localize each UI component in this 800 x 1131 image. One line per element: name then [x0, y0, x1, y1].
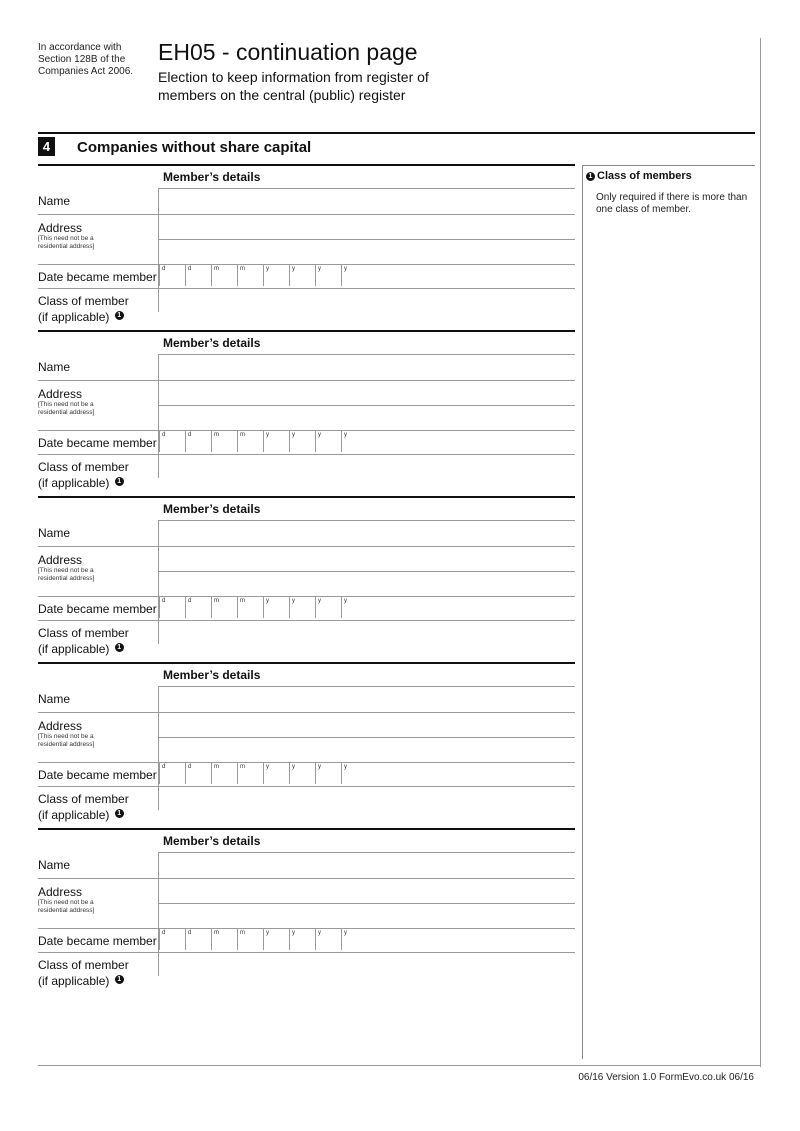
- class-of-member-field[interactable]: [159, 622, 574, 644]
- row-rule: [159, 239, 575, 240]
- address-line-2-field[interactable]: [159, 905, 574, 927]
- class-of-member-sublabel: [38, 476, 126, 490]
- date-placeholder: y: [292, 930, 295, 936]
- date-digit-box[interactable]: [237, 596, 261, 618]
- class-of-member-label: Class of member: [38, 792, 129, 806]
- address-hint-line: [This need not be a: [38, 899, 94, 906]
- address-line-2-field[interactable]: [159, 407, 574, 429]
- date-placeholder: y: [318, 598, 321, 604]
- date-digit-box[interactable]: [289, 596, 313, 618]
- class-of-member-label: Class of member: [38, 460, 129, 474]
- date-became-member-field: [159, 596, 369, 618]
- date-digit-box[interactable]: [185, 928, 209, 950]
- date-placeholder: y: [318, 764, 321, 770]
- legal-line: In accordance with: [38, 42, 122, 53]
- date-digit-box[interactable]: [341, 264, 365, 286]
- name-field[interactable]: [159, 190, 574, 213]
- date-placeholder: m: [240, 764, 245, 770]
- date-placeholder: y: [292, 598, 295, 604]
- side-panel-divider: [582, 166, 583, 1059]
- legal-line: Companies Act 2006.: [38, 66, 134, 77]
- date-became-member-field: [159, 928, 369, 950]
- date-placeholder: y: [344, 266, 347, 272]
- row-rule: [159, 405, 575, 406]
- side-note-title: [586, 170, 692, 183]
- form-title: EH05 - continuation page: [158, 39, 418, 65]
- address-hint-line: residential address]: [38, 575, 95, 582]
- date-placeholder: y: [318, 930, 321, 936]
- member-details-heading: Member’s details: [163, 834, 261, 848]
- block-divider: [38, 496, 575, 498]
- date-placeholder: d: [162, 598, 166, 604]
- date-digit-box[interactable]: [237, 762, 261, 784]
- address-hint: [38, 567, 148, 583]
- class-of-member-label: Class of member: [38, 294, 129, 308]
- date-digit-box[interactable]: [185, 264, 209, 286]
- date-digit-box[interactable]: [289, 430, 313, 452]
- address-line-2-field[interactable]: [159, 573, 574, 595]
- if-applicable-text: (if applicable): [38, 808, 110, 822]
- form-subtitle-line: members on the central (public) register: [158, 87, 406, 103]
- date-placeholder: y: [318, 266, 321, 272]
- row-rule: [38, 288, 575, 289]
- row-rule: [159, 903, 575, 904]
- if-applicable-text: (if applicable): [38, 476, 110, 490]
- address-line-2-field[interactable]: [159, 241, 574, 263]
- address-hint-line: residential address]: [38, 409, 95, 416]
- side-panel-top-rule: [582, 165, 755, 166]
- date-digit-box[interactable]: [315, 762, 339, 784]
- address-hint-line: residential address]: [38, 907, 95, 914]
- date-became-member-label: Date became member: [38, 602, 157, 616]
- member-details-block: [38, 828, 575, 994]
- date-became-member-field: [159, 762, 369, 784]
- class-of-member-label: Class of member: [38, 626, 129, 640]
- date-digit-box[interactable]: [289, 762, 313, 784]
- block-divider: [38, 330, 575, 332]
- class-of-member-field[interactable]: [159, 954, 574, 976]
- class-of-member-sublabel: [38, 642, 126, 656]
- class-of-member-field[interactable]: [159, 788, 574, 810]
- date-placeholder: d: [162, 764, 166, 770]
- address-hint: [38, 235, 148, 251]
- date-digit-box[interactable]: [263, 264, 287, 286]
- date-placeholder: m: [214, 930, 219, 936]
- name-field[interactable]: [159, 522, 574, 545]
- legal-reference: [38, 42, 148, 78]
- date-placeholder: y: [292, 764, 295, 770]
- date-placeholder: m: [240, 930, 245, 936]
- section-number: 4: [38, 137, 55, 156]
- member-details-heading: Member’s details: [163, 170, 261, 184]
- date-placeholder: m: [214, 266, 219, 272]
- date-placeholder: m: [240, 266, 245, 272]
- address-line-1-field[interactable]: [159, 548, 574, 570]
- date-digit-box[interactable]: [289, 928, 313, 950]
- row-rule: [159, 188, 575, 189]
- row-rule: [159, 686, 575, 687]
- section-divider: [38, 132, 755, 134]
- date-placeholder: y: [292, 266, 295, 272]
- date-digit-box[interactable]: [315, 264, 339, 286]
- date-placeholder: d: [188, 930, 192, 936]
- date-became-member-label: Date became member: [38, 768, 157, 782]
- note-marker-icon: 1: [115, 809, 124, 818]
- date-placeholder: y: [344, 764, 347, 770]
- address-label: Address: [38, 719, 83, 733]
- row-rule: [38, 878, 575, 879]
- page-frame-right: [760, 38, 761, 1067]
- name-label: Name: [38, 194, 71, 208]
- date-digit-box[interactable]: [159, 596, 183, 618]
- date-placeholder: y: [266, 764, 269, 770]
- date-placeholder: d: [162, 432, 166, 438]
- note-marker-icon: 1: [115, 477, 124, 486]
- date-digit-box[interactable]: [237, 430, 261, 452]
- address-hint-line: [This need not be a: [38, 733, 94, 740]
- class-of-member-field[interactable]: [159, 290, 574, 312]
- side-note-body: [596, 192, 754, 216]
- address-label: Address: [38, 885, 83, 899]
- side-note-line: Only required if there is more than: [596, 192, 748, 203]
- name-field[interactable]: [159, 854, 574, 877]
- member-details-heading: Member’s details: [163, 502, 261, 516]
- form-subtitle: [158, 68, 478, 104]
- date-placeholder: d: [188, 266, 192, 272]
- row-rule: [159, 354, 575, 355]
- date-digit-box[interactable]: [341, 762, 365, 784]
- if-applicable-text: (if applicable): [38, 642, 110, 656]
- date-digit-box[interactable]: [263, 928, 287, 950]
- date-digit-box[interactable]: [211, 596, 235, 618]
- date-digit-box[interactable]: [315, 430, 339, 452]
- block-divider: [38, 828, 575, 830]
- member-details-heading: Member’s details: [163, 336, 261, 350]
- class-of-member-sublabel: [38, 808, 126, 822]
- side-note-line: one class of member.: [596, 204, 692, 215]
- block-divider: [38, 662, 575, 664]
- address-hint: [38, 899, 148, 915]
- date-became-member-field: [159, 430, 369, 452]
- address-hint-line: [This need not be a: [38, 401, 94, 408]
- date-digit-box[interactable]: [341, 928, 365, 950]
- side-note-title-text: Class of members: [597, 170, 692, 182]
- row-rule: [159, 520, 575, 521]
- date-digit-box[interactable]: [341, 430, 365, 452]
- address-label: Address: [38, 553, 83, 567]
- date-placeholder: y: [266, 432, 269, 438]
- address-hint-line: [This need not be a: [38, 567, 94, 574]
- date-digit-box[interactable]: [211, 264, 235, 286]
- date-became-member-label: Date became member: [38, 270, 157, 284]
- date-placeholder: d: [162, 930, 166, 936]
- name-field[interactable]: [159, 356, 574, 379]
- date-digit-box[interactable]: [159, 264, 183, 286]
- date-digit-box[interactable]: [263, 762, 287, 784]
- date-placeholder: d: [188, 764, 192, 770]
- class-of-member-field[interactable]: [159, 456, 574, 478]
- row-rule: [159, 571, 575, 572]
- address-line-2-field[interactable]: [159, 739, 574, 761]
- address-line-1-field[interactable]: [159, 880, 574, 902]
- date-digit-box[interactable]: [237, 264, 261, 286]
- date-digit-box[interactable]: [185, 762, 209, 784]
- address-label: Address: [38, 387, 83, 401]
- date-digit-box[interactable]: [263, 430, 287, 452]
- member-details-heading: Member’s details: [163, 668, 261, 682]
- date-placeholder: y: [344, 432, 347, 438]
- address-line-1-field[interactable]: [159, 216, 574, 238]
- date-digit-box[interactable]: [341, 596, 365, 618]
- date-digit-box[interactable]: [185, 430, 209, 452]
- date-placeholder: m: [214, 764, 219, 770]
- section-title: Companies without share capital: [77, 139, 312, 156]
- date-digit-box[interactable]: [185, 596, 209, 618]
- address-line-1-field[interactable]: [159, 714, 574, 736]
- date-placeholder: y: [266, 598, 269, 604]
- date-digit-box[interactable]: [211, 430, 235, 452]
- date-placeholder: m: [214, 432, 219, 438]
- date-placeholder: d: [162, 266, 166, 272]
- date-placeholder: y: [266, 930, 269, 936]
- block-divider: [38, 164, 575, 166]
- note-marker-icon: 1: [115, 975, 124, 984]
- name-label: Name: [38, 360, 71, 374]
- address-hint: [38, 733, 148, 749]
- date-digit-box[interactable]: [315, 596, 339, 618]
- date-digit-box[interactable]: [159, 928, 183, 950]
- if-applicable-text: (if applicable): [38, 310, 110, 324]
- if-applicable-text: (if applicable): [38, 974, 110, 988]
- date-digit-box[interactable]: [211, 762, 235, 784]
- page-frame-bottom: [38, 1065, 761, 1066]
- legal-line: Section 128B of the: [38, 54, 126, 65]
- name-label: Name: [38, 692, 71, 706]
- member-details-block: [38, 496, 575, 662]
- address-hint-line: residential address]: [38, 243, 95, 250]
- date-placeholder: y: [292, 432, 295, 438]
- date-placeholder: y: [318, 432, 321, 438]
- class-of-member-sublabel: [38, 310, 126, 324]
- address-hint-line: residential address]: [38, 741, 95, 748]
- date-digit-box[interactable]: [237, 928, 261, 950]
- row-rule: [38, 546, 575, 547]
- member-details-block: [38, 164, 575, 330]
- date-became-member-label: Date became member: [38, 436, 157, 450]
- date-digit-box[interactable]: [159, 430, 183, 452]
- footer-version: 06/16 Version 1.0 FormEvo.co.uk 06/16: [578, 1072, 754, 1083]
- row-rule: [159, 737, 575, 738]
- date-placeholder: d: [188, 598, 192, 604]
- row-rule: [38, 952, 575, 953]
- name-label: Name: [38, 526, 71, 540]
- class-of-member-sublabel: [38, 974, 126, 988]
- row-rule: [38, 380, 575, 381]
- address-hint-line: [This need not be a: [38, 235, 94, 242]
- date-placeholder: m: [240, 598, 245, 604]
- note-marker-icon: 1: [115, 311, 124, 320]
- name-label: Name: [38, 858, 71, 872]
- date-became-member-field: [159, 264, 369, 286]
- date-digit-box[interactable]: [159, 762, 183, 784]
- date-placeholder: y: [344, 930, 347, 936]
- address-label: Address: [38, 221, 83, 235]
- row-rule: [38, 712, 575, 713]
- member-details-block: [38, 662, 575, 828]
- date-became-member-label: Date became member: [38, 934, 157, 948]
- row-rule: [38, 620, 575, 621]
- date-placeholder: y: [266, 266, 269, 272]
- row-rule: [159, 852, 575, 853]
- date-digit-box[interactable]: [211, 928, 235, 950]
- date-placeholder: m: [240, 432, 245, 438]
- address-hint: [38, 401, 148, 417]
- row-rule: [38, 786, 575, 787]
- note-marker-icon: 1: [586, 172, 595, 181]
- date-digit-box[interactable]: [263, 596, 287, 618]
- date-digit-box[interactable]: [315, 928, 339, 950]
- name-field[interactable]: [159, 688, 574, 711]
- date-placeholder: d: [188, 432, 192, 438]
- date-placeholder: m: [214, 598, 219, 604]
- row-rule: [38, 214, 575, 215]
- form-subtitle-line: Election to keep information from register of: [158, 69, 429, 85]
- date-digit-box[interactable]: [289, 264, 313, 286]
- row-rule: [38, 454, 575, 455]
- note-marker-icon: 1: [115, 643, 124, 652]
- class-of-member-label: Class of member: [38, 958, 129, 972]
- member-details-block: [38, 330, 575, 496]
- address-line-1-field[interactable]: [159, 382, 574, 404]
- date-placeholder: y: [344, 598, 347, 604]
